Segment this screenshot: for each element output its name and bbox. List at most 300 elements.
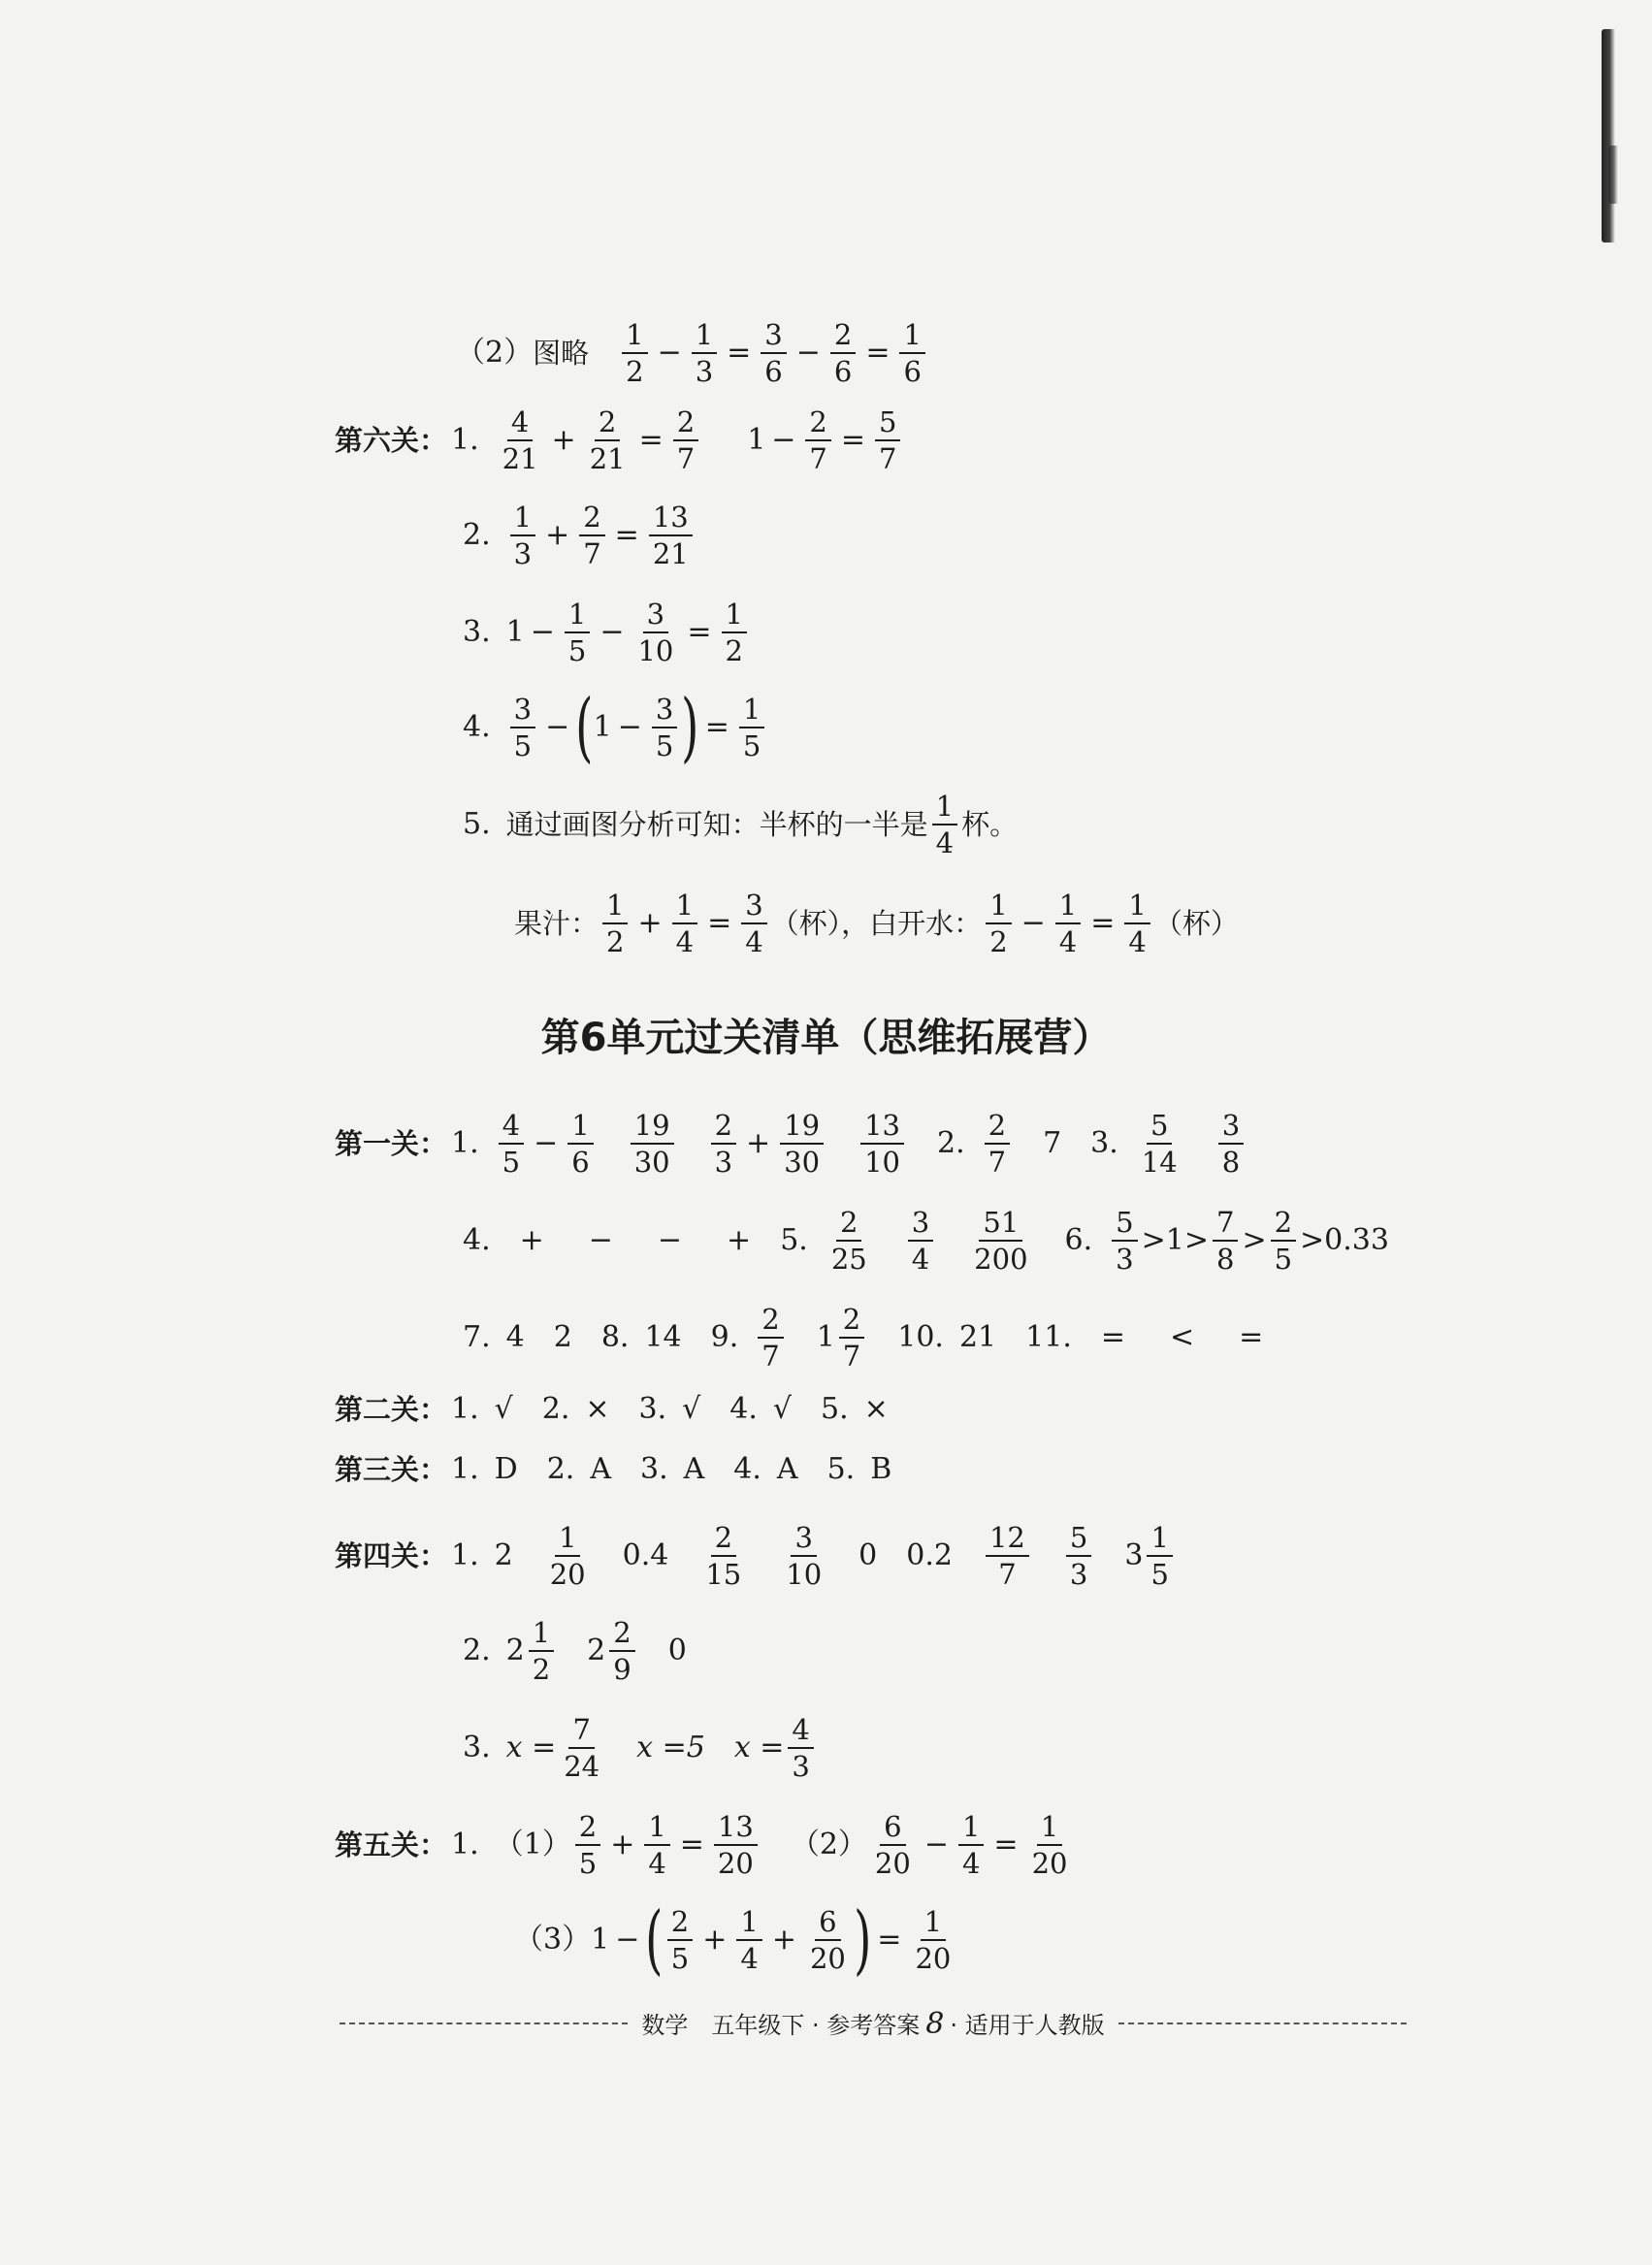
item-number: （2） bbox=[456, 336, 534, 371]
denominator: 7 bbox=[809, 442, 827, 476]
fraction bbox=[736, 1907, 761, 1974]
sign: + bbox=[727, 1223, 752, 1258]
denominator: 21 bbox=[652, 537, 689, 571]
fraction bbox=[860, 1111, 904, 1178]
operator: − bbox=[795, 336, 821, 371]
denominator: 5 bbox=[742, 729, 761, 763]
numerator: 3 bbox=[652, 695, 677, 728]
value: 0.2 bbox=[906, 1538, 953, 1573]
item-number: 1. bbox=[451, 1392, 479, 1426]
answer-line bbox=[463, 1305, 1263, 1372]
numerator: 5 bbox=[875, 407, 900, 441]
whole-number: 2 bbox=[587, 1634, 606, 1668]
denominator: 4 bbox=[648, 1847, 666, 1881]
numerator: 1 bbox=[692, 320, 717, 354]
answer-line bbox=[463, 1618, 687, 1685]
fraction bbox=[649, 502, 693, 569]
numerator: 2 bbox=[1271, 1208, 1296, 1242]
fraction bbox=[1124, 890, 1150, 957]
comparison: > bbox=[1242, 1223, 1267, 1258]
denominator: 7 bbox=[879, 442, 897, 476]
right-paren: ) bbox=[681, 684, 699, 772]
equation-variable: x =5 bbox=[636, 1731, 705, 1765]
item-number: 2. bbox=[541, 1392, 570, 1426]
fraction bbox=[758, 1305, 783, 1372]
denominator: 20 bbox=[549, 1558, 586, 1592]
sign: < bbox=[1170, 1320, 1195, 1355]
fraction bbox=[899, 320, 924, 387]
equation-variable: x = bbox=[505, 1731, 557, 1765]
footer-left-text: 数学 五年级下 · 参考答案 bbox=[641, 2012, 921, 2039]
numerator: 1 bbox=[958, 1812, 984, 1846]
numerator: 3 bbox=[643, 599, 668, 633]
denominator: 25 bbox=[830, 1243, 867, 1277]
item-number: 5. bbox=[780, 1223, 808, 1258]
operator: + bbox=[551, 423, 576, 458]
answer-line bbox=[335, 1392, 889, 1426]
denominator: 2 bbox=[725, 634, 743, 668]
denominator: 3 bbox=[714, 1146, 733, 1180]
comparison: >1> bbox=[1141, 1223, 1209, 1258]
numerator: 5 bbox=[1066, 1523, 1091, 1557]
answer-mark: × bbox=[863, 1392, 889, 1426]
sign: = bbox=[1100, 1320, 1126, 1355]
sub-number: （3） bbox=[514, 1923, 592, 1958]
numerator: 1 bbox=[567, 1111, 593, 1145]
answer-mark: √ bbox=[494, 1392, 513, 1426]
operator: + bbox=[610, 1828, 635, 1862]
denominator: 20 bbox=[874, 1847, 911, 1881]
fraction bbox=[631, 1111, 674, 1178]
numerator: 13 bbox=[649, 502, 693, 536]
value: 1 bbox=[593, 710, 612, 745]
operator: − bbox=[534, 1126, 559, 1161]
denominator: 2 bbox=[606, 925, 625, 959]
operator: − bbox=[1020, 906, 1046, 941]
numerator: 2 bbox=[673, 407, 698, 441]
equation bbox=[765, 407, 904, 474]
item-number: 6. bbox=[1064, 1223, 1093, 1258]
fraction bbox=[1028, 1812, 1072, 1879]
equation-variable: x = bbox=[733, 1731, 785, 1765]
fraction bbox=[875, 407, 900, 474]
answer-line bbox=[335, 1452, 892, 1486]
numerator: 3 bbox=[791, 1523, 816, 1557]
numerator: 1 bbox=[986, 890, 1011, 924]
numerator: 5 bbox=[1147, 1111, 1172, 1145]
operator: − bbox=[771, 423, 796, 458]
item-number: 2. bbox=[937, 1126, 965, 1161]
equation bbox=[599, 890, 771, 957]
numerator: 1 bbox=[1124, 890, 1150, 924]
denominator: 4 bbox=[745, 925, 763, 959]
item-number: 4. bbox=[729, 1392, 758, 1426]
answer-line bbox=[463, 599, 751, 666]
numerator: 3 bbox=[741, 890, 766, 924]
sub-number: （2） bbox=[790, 1828, 867, 1862]
operator: = bbox=[707, 906, 732, 941]
denominator: 5 bbox=[1274, 1243, 1293, 1277]
denominator: 3 bbox=[792, 1750, 810, 1784]
answer-line bbox=[463, 502, 696, 569]
fraction bbox=[546, 1523, 590, 1590]
sign: = bbox=[1239, 1320, 1264, 1355]
numerator: 3 bbox=[761, 320, 786, 354]
fraction bbox=[510, 502, 535, 569]
scan-edge-mark bbox=[1602, 29, 1615, 243]
item-number: 5. bbox=[821, 1392, 849, 1426]
fraction bbox=[529, 1618, 554, 1685]
denominator: 7 bbox=[583, 537, 601, 571]
answer-mark: × bbox=[585, 1392, 610, 1426]
numerator: 2 bbox=[667, 1907, 693, 1941]
operator: = bbox=[687, 615, 712, 650]
value: 2 bbox=[494, 1538, 513, 1573]
equation bbox=[867, 1812, 1076, 1879]
denominator: 14 bbox=[1141, 1146, 1178, 1180]
denominator: 30 bbox=[633, 1146, 670, 1180]
denominator: 8 bbox=[1215, 1243, 1235, 1277]
section-title: 第6单元过关清单（思维拓展营） bbox=[540, 1016, 1112, 1060]
operator: = bbox=[614, 518, 639, 553]
denominator: 7 bbox=[998, 1558, 1017, 1592]
footer-right-text: · 适用于人教版 bbox=[950, 2012, 1105, 2039]
fraction bbox=[782, 1523, 826, 1590]
value: 4 bbox=[505, 1320, 525, 1355]
item-number: 2. bbox=[546, 1452, 575, 1486]
operator: = bbox=[638, 423, 664, 458]
item-number: 4. bbox=[463, 710, 491, 745]
fraction bbox=[741, 890, 766, 957]
denominator: 3 bbox=[1116, 1243, 1134, 1277]
answer-line bbox=[514, 890, 1239, 957]
footer-divider bbox=[1118, 2022, 1407, 2024]
denominator: 2 bbox=[626, 355, 644, 389]
denominator: 24 bbox=[564, 1750, 600, 1784]
fraction bbox=[985, 1111, 1010, 1178]
numerator: 12 bbox=[986, 1523, 1029, 1557]
value: 14 bbox=[644, 1320, 682, 1355]
fraction bbox=[739, 695, 764, 761]
fraction bbox=[560, 1715, 603, 1782]
numerator: 1 bbox=[722, 599, 747, 633]
sign: − bbox=[588, 1223, 613, 1258]
fraction bbox=[970, 1208, 1031, 1275]
item-number: 3. bbox=[463, 1731, 491, 1765]
numerator: 1 bbox=[899, 320, 924, 354]
fraction bbox=[701, 1523, 745, 1590]
denominator: 20 bbox=[717, 1847, 754, 1881]
denominator: 20 bbox=[1031, 1847, 1068, 1881]
denominator: 7 bbox=[988, 1146, 1007, 1180]
value: 1 bbox=[505, 615, 525, 650]
item-number: 3. bbox=[638, 1392, 667, 1426]
fraction bbox=[1138, 1111, 1182, 1178]
fraction bbox=[672, 890, 697, 957]
fraction bbox=[911, 1907, 955, 1974]
numerator: 4 bbox=[499, 1111, 524, 1145]
numerator: 3 bbox=[908, 1208, 933, 1242]
denominator: 5 bbox=[1150, 1558, 1169, 1592]
fraction bbox=[644, 1812, 669, 1879]
denominator: 3 bbox=[1069, 1558, 1088, 1592]
section-label: 第二关： bbox=[335, 1392, 448, 1426]
answer-list bbox=[451, 1452, 892, 1486]
value: 0 bbox=[667, 1634, 687, 1668]
denominator: 7 bbox=[676, 442, 696, 476]
comparison: >0.33 bbox=[1300, 1223, 1389, 1258]
fraction bbox=[1271, 1208, 1296, 1275]
operator: + bbox=[637, 906, 663, 941]
section-label: 第三关： bbox=[335, 1452, 448, 1486]
operator: − bbox=[599, 615, 625, 650]
denominator: 6 bbox=[571, 1146, 590, 1180]
answer-line bbox=[335, 407, 904, 474]
left-paren: ( bbox=[645, 1896, 664, 1985]
whole-number: 2 bbox=[505, 1634, 525, 1668]
denominator: 4 bbox=[911, 1243, 930, 1277]
numerator: 1 bbox=[1055, 890, 1081, 924]
denominator: 5 bbox=[655, 729, 674, 763]
answer-text: 果汁： bbox=[514, 906, 599, 940]
section-label: 第一关： bbox=[335, 1126, 448, 1160]
answer-text: 白开水： bbox=[869, 906, 983, 940]
item-number: 7. bbox=[463, 1320, 491, 1355]
numerator: 2 bbox=[579, 502, 604, 536]
denominator: 10 bbox=[637, 634, 674, 668]
fraction bbox=[667, 1907, 693, 1974]
numerator: 2 bbox=[711, 1111, 736, 1145]
numerator: 1 bbox=[529, 1618, 554, 1652]
answer-list bbox=[451, 1392, 889, 1426]
denominator: 4 bbox=[1128, 925, 1147, 959]
denominator: 6 bbox=[833, 355, 853, 389]
numerator: 2 bbox=[830, 320, 856, 354]
denominator: 5 bbox=[578, 1847, 598, 1881]
operator: + bbox=[545, 518, 570, 553]
answer-line bbox=[463, 1715, 818, 1782]
denominator: 200 bbox=[974, 1243, 1028, 1277]
equation bbox=[506, 502, 696, 569]
denominator: 15 bbox=[705, 1558, 742, 1592]
operator: = bbox=[993, 1828, 1019, 1862]
fraction bbox=[986, 1523, 1029, 1590]
denominator: 3 bbox=[695, 355, 714, 389]
answer-line bbox=[463, 684, 768, 772]
fraction bbox=[805, 407, 830, 474]
operator: = bbox=[1090, 906, 1116, 941]
numerator: 6 bbox=[815, 1907, 840, 1941]
denominator: 8 bbox=[1221, 1146, 1241, 1180]
numerator: 2 bbox=[985, 1111, 1010, 1145]
numerator: 1 bbox=[622, 320, 647, 354]
numerator: 19 bbox=[631, 1111, 674, 1145]
left-paren: ( bbox=[575, 684, 594, 772]
equation bbox=[982, 890, 1154, 957]
fraction bbox=[602, 890, 628, 957]
numerator: 19 bbox=[780, 1111, 824, 1145]
item-number: 2. bbox=[463, 1634, 491, 1668]
numerator: 7 bbox=[1213, 1208, 1238, 1242]
equation bbox=[618, 320, 929, 387]
operator: − bbox=[615, 1923, 640, 1958]
item-number: 3. bbox=[640, 1452, 668, 1486]
fraction bbox=[579, 502, 604, 569]
sign: + bbox=[519, 1223, 544, 1258]
fraction bbox=[788, 1715, 813, 1782]
section-label: 第六关： bbox=[335, 423, 448, 457]
operator: + bbox=[746, 1126, 771, 1161]
right-paren: ) bbox=[853, 1896, 872, 1985]
answer-mark: √ bbox=[682, 1392, 701, 1426]
equation bbox=[571, 1812, 761, 1879]
section-label: 第四关： bbox=[335, 1538, 448, 1572]
fraction bbox=[932, 792, 957, 858]
numerator: 2 bbox=[609, 1618, 634, 1652]
fraction bbox=[830, 320, 856, 387]
fraction bbox=[958, 1812, 984, 1879]
denominator: 20 bbox=[809, 1942, 846, 1976]
numerator: 3 bbox=[510, 695, 535, 728]
operator: = bbox=[865, 336, 891, 371]
numerator: 1 bbox=[921, 1907, 946, 1941]
item-number: 4. bbox=[463, 1223, 491, 1258]
denominator: 5 bbox=[513, 729, 533, 763]
value: 2 bbox=[553, 1320, 572, 1355]
denominator: 30 bbox=[784, 1146, 821, 1180]
item-number: 5. bbox=[463, 807, 491, 842]
item-number: 5. bbox=[826, 1452, 856, 1486]
answer-line bbox=[463, 1208, 1389, 1275]
page-footer bbox=[340, 2006, 1407, 2041]
numerator: 1 bbox=[510, 502, 535, 536]
numerator: 2 bbox=[595, 407, 620, 441]
fraction bbox=[622, 320, 647, 387]
fraction bbox=[711, 1111, 736, 1178]
numerator: 5 bbox=[1112, 1208, 1137, 1242]
numerator: 1 bbox=[736, 1907, 761, 1941]
whole-number: 3 bbox=[1124, 1538, 1144, 1573]
operator: = bbox=[727, 336, 752, 371]
denominator: 3 bbox=[513, 537, 533, 571]
answer-text: （杯）， bbox=[770, 906, 870, 940]
fraction bbox=[1147, 1523, 1172, 1590]
value: 1 bbox=[747, 423, 766, 458]
fraction bbox=[575, 1812, 600, 1879]
fraction bbox=[586, 407, 630, 474]
numerator: 1 bbox=[644, 1812, 669, 1846]
item-number: 11. bbox=[1025, 1320, 1072, 1355]
answer-line bbox=[335, 1523, 1177, 1590]
numerator: 1 bbox=[672, 890, 697, 924]
value: 0 bbox=[858, 1538, 878, 1573]
item-number: 10. bbox=[897, 1320, 944, 1355]
fraction bbox=[1066, 1523, 1091, 1590]
denominator: 21 bbox=[589, 442, 626, 476]
item-number: 1. bbox=[451, 423, 479, 458]
fraction bbox=[761, 320, 786, 387]
numerator: 13 bbox=[860, 1111, 904, 1145]
numerator: 1 bbox=[739, 695, 764, 728]
denominator: 10 bbox=[786, 1558, 823, 1592]
fraction bbox=[722, 599, 747, 666]
numerator: 3 bbox=[1218, 1111, 1244, 1145]
answer-text: 图略 bbox=[533, 336, 590, 370]
answer-text: 通过画图分析可知：半杯的一半是 bbox=[505, 807, 928, 841]
numerator: 2 bbox=[805, 407, 830, 441]
answer-mark: √ bbox=[772, 1392, 793, 1426]
equation bbox=[495, 407, 703, 474]
section-label: 第五关： bbox=[335, 1828, 448, 1861]
fraction bbox=[1112, 1208, 1137, 1275]
item-number: 8. bbox=[600, 1320, 630, 1355]
footer-text bbox=[628, 2006, 1118, 2041]
operator: − bbox=[657, 336, 682, 371]
fraction bbox=[510, 695, 535, 761]
item-number: 1. bbox=[451, 1828, 479, 1862]
operator: = bbox=[704, 710, 729, 745]
answer-mark: B bbox=[870, 1452, 892, 1486]
numerator: 2 bbox=[836, 1208, 861, 1242]
numerator: 2 bbox=[575, 1812, 600, 1846]
fraction bbox=[609, 1618, 634, 1685]
numerator: 2 bbox=[711, 1523, 736, 1557]
answer-mark: D bbox=[494, 1452, 518, 1486]
answer-line bbox=[335, 1812, 1075, 1879]
fraction bbox=[780, 1111, 824, 1178]
answer-line bbox=[335, 1111, 1247, 1178]
value: 1 bbox=[591, 1923, 610, 1958]
answer-line bbox=[463, 792, 1018, 858]
numerator: 1 bbox=[602, 890, 628, 924]
item-number: 1. bbox=[451, 1126, 479, 1161]
footer-divider bbox=[340, 2022, 628, 2024]
fraction bbox=[986, 890, 1011, 957]
fraction bbox=[871, 1812, 915, 1879]
fraction bbox=[565, 599, 590, 666]
fraction bbox=[1218, 1111, 1244, 1178]
denominator: 9 bbox=[613, 1653, 632, 1687]
answer-line bbox=[456, 320, 929, 387]
denominator: 4 bbox=[1058, 925, 1078, 959]
operator: + bbox=[702, 1923, 728, 1958]
denominator: 5 bbox=[567, 634, 587, 668]
page-number: 8 bbox=[925, 2007, 945, 2041]
fraction bbox=[567, 1111, 593, 1178]
fraction bbox=[806, 1907, 850, 1974]
numerator: 2 bbox=[839, 1305, 864, 1339]
operator: − bbox=[923, 1828, 949, 1862]
item-number: 3. bbox=[463, 615, 491, 650]
denominator: 10 bbox=[864, 1146, 900, 1180]
fraction bbox=[692, 320, 717, 387]
value: 21 bbox=[958, 1320, 997, 1355]
fraction bbox=[652, 695, 677, 761]
numerator: 1 bbox=[932, 792, 957, 825]
fraction bbox=[499, 1111, 524, 1178]
sub-number: （1） bbox=[494, 1828, 571, 1862]
denominator: 4 bbox=[961, 1847, 981, 1881]
denominator: 2 bbox=[532, 1653, 551, 1687]
answer-text: （杯） bbox=[1153, 906, 1239, 940]
denominator: 7 bbox=[842, 1340, 861, 1374]
operator: = bbox=[840, 423, 866, 458]
denominator: 7 bbox=[761, 1340, 780, 1374]
item-number: 1. bbox=[451, 1538, 479, 1573]
fraction bbox=[673, 407, 698, 474]
numerator: 4 bbox=[507, 407, 533, 441]
item-number: 9. bbox=[710, 1320, 739, 1355]
